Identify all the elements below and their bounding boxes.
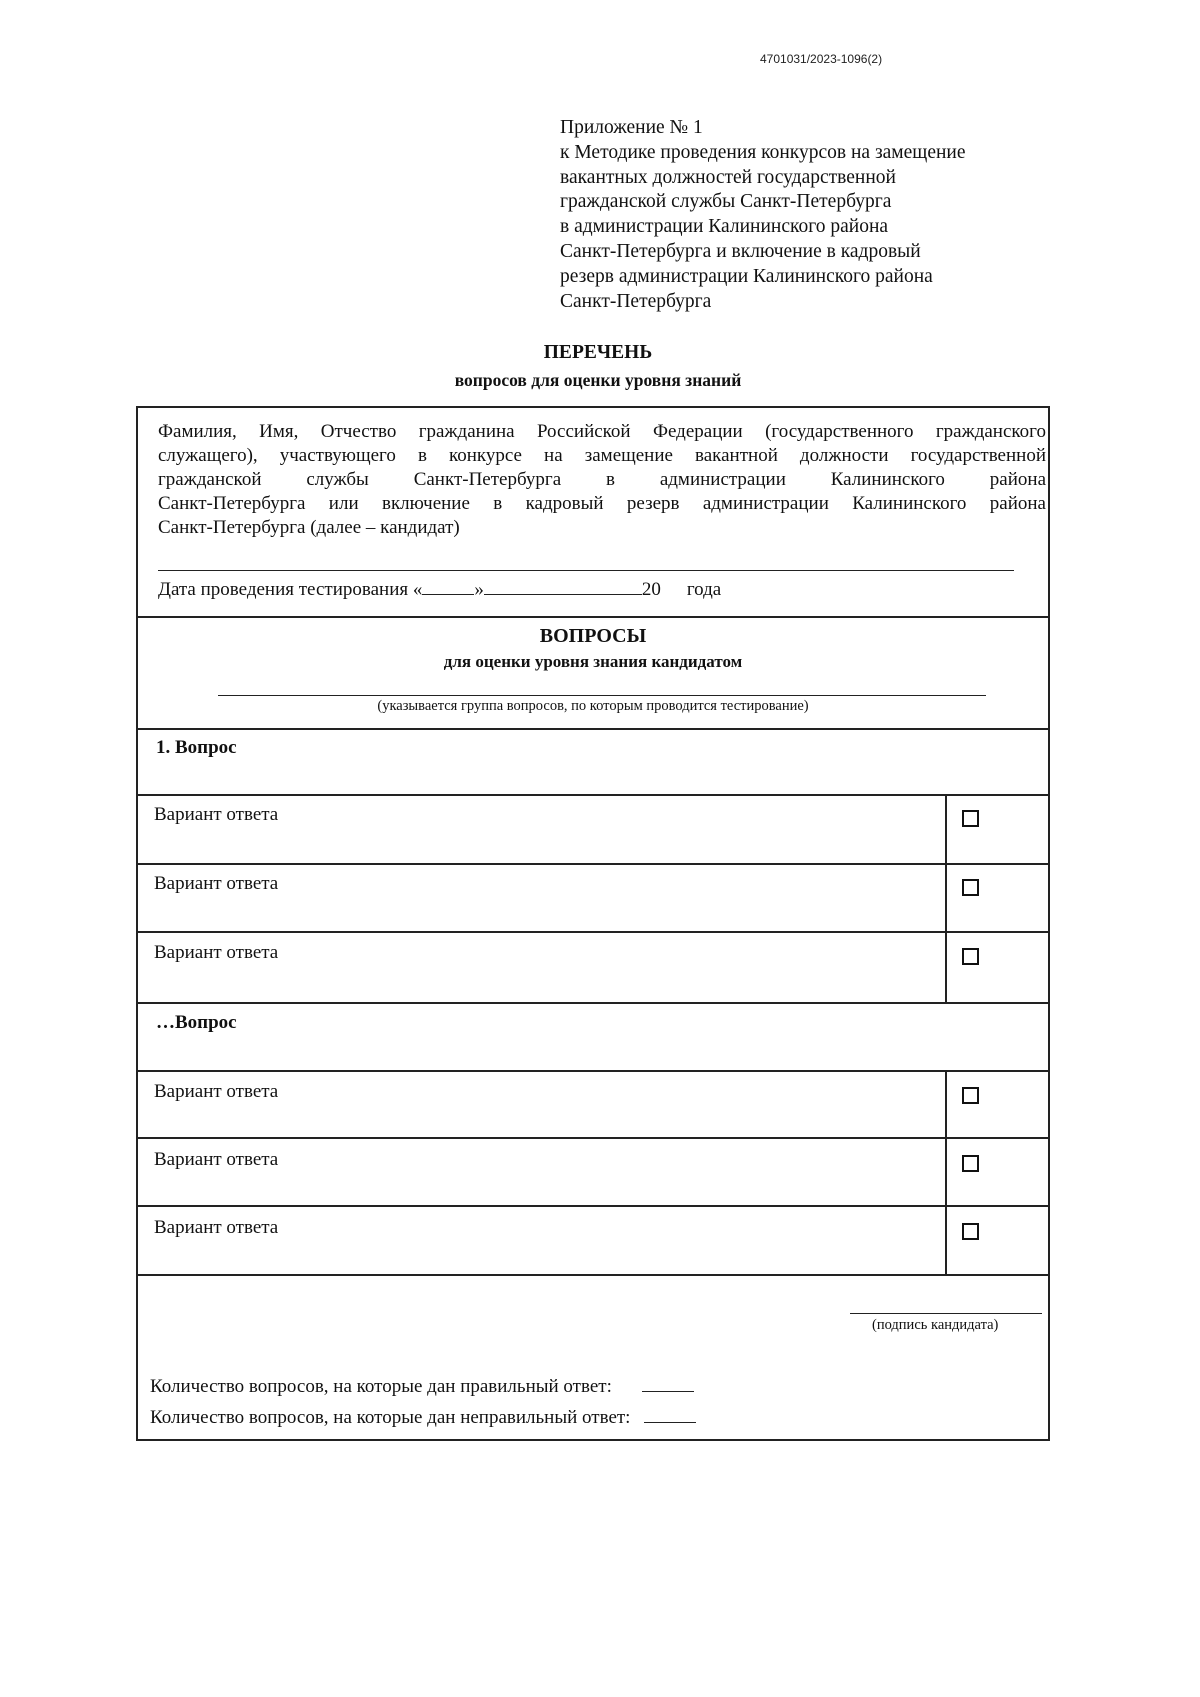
divider — [136, 931, 1050, 933]
appendix-line: гражданской службы Санкт-Петербурга — [560, 191, 892, 213]
divider — [136, 794, 1050, 796]
answer-checkbox[interactable] — [962, 879, 979, 896]
answer-checkbox[interactable] — [962, 948, 979, 965]
checkbox-column-divider — [945, 1070, 947, 1275]
appendix-line: Санкт-Петербурга и включение в кадровый — [560, 240, 921, 262]
document-number: 4701031/2023-1096(2) — [760, 52, 883, 66]
correct-count-field[interactable] — [642, 1375, 694, 1392]
incorrect-count-label: Количество вопросов, на которые дан неправильный ответ: — [150, 1407, 631, 1428]
divider — [136, 1002, 1050, 1004]
appendix-line: вакантных должностей государственной — [560, 166, 896, 188]
test-form — [136, 406, 1050, 1441]
correct-count-row — [150, 1375, 694, 1398]
form-border-bottom — [136, 1439, 1050, 1441]
answer-option: Вариант ответа — [154, 804, 279, 825]
divider — [136, 616, 1050, 618]
divider — [136, 728, 1050, 730]
divider — [136, 1137, 1050, 1139]
answer-checkbox[interactable] — [962, 810, 979, 827]
divider — [136, 1070, 1050, 1072]
question-1-label: 1. Вопрос — [156, 737, 237, 758]
document-title: ПЕРЕЧЕНЬ — [543, 342, 653, 363]
answer-option: Вариант ответа — [154, 1149, 279, 1170]
question-group-line[interactable] — [218, 695, 986, 696]
candidate-text-line: Санкт-Петербурга (далее – кандидат) — [158, 517, 460, 538]
answer-checkbox[interactable] — [962, 1087, 979, 1104]
answer-option: Вариант ответа — [154, 1217, 279, 1238]
test-date-quote: » — [474, 579, 484, 600]
appendix-line: Санкт-Петербурга — [560, 290, 712, 312]
form-border-right — [1048, 406, 1050, 1441]
answer-option: Вариант ответа — [154, 1081, 279, 1102]
answer-option: Вариант ответа — [154, 942, 279, 963]
questions-title: ВОПРОСЫ — [539, 625, 647, 647]
answer-checkbox[interactable] — [962, 1223, 979, 1240]
answer-checkbox[interactable] — [962, 1155, 979, 1172]
divider — [136, 1205, 1050, 1207]
form-border-top — [136, 406, 1050, 408]
incorrect-count-row — [150, 1406, 696, 1429]
candidate-text-line: Санкт-Петербурга или включение в кадровый резерв администрации Калининского района — [158, 493, 1046, 514]
divider — [136, 863, 1050, 865]
test-date-row — [158, 578, 721, 601]
candidate-text-line: служащего), участвующего в конкурсе на замещение вакантной должности государственной — [158, 445, 1046, 466]
answer-option: Вариант ответа — [154, 873, 279, 894]
signature-caption: (подпись кандидата) — [872, 1317, 999, 1333]
appendix-header — [560, 116, 1080, 314]
test-date-day-field[interactable] — [422, 578, 474, 595]
appendix-line: к Методике проведения конкурсов на замещение — [560, 141, 966, 163]
incorrect-count-field[interactable] — [644, 1406, 696, 1423]
appendix-line: в администрации Калининского района — [560, 216, 889, 238]
candidate-text-line: Фамилия, Имя, Отчество гражданина Российской Федерации (государственного гражданского — [158, 421, 1046, 442]
appendix-line: резерв администрации Калининского района — [560, 265, 933, 287]
candidate-text-line: гражданской службы Санкт-Петербурга в администрации Калининского района — [158, 469, 1046, 490]
correct-count-label: Количество вопросов, на которые дан правильный ответ: — [150, 1376, 612, 1397]
test-date-suffix: года — [686, 579, 722, 600]
questions-subtitle: для оценки уровня знания кандидатом — [443, 652, 743, 671]
signature-line[interactable] — [850, 1313, 1042, 1314]
question-group-caption: (указывается группа вопросов, по которым проводится тестирование) — [377, 698, 809, 714]
divider — [136, 1274, 1050, 1276]
candidate-name-line[interactable] — [158, 570, 1014, 571]
form-border-left — [136, 406, 138, 1441]
test-date-label: Дата проведения тестирования « — [158, 579, 423, 600]
checkbox-column-divider — [945, 794, 947, 1003]
question-n-label: …Вопрос — [156, 1012, 237, 1033]
test-date-year: 20 — [641, 579, 661, 600]
appendix-line: Приложение № 1 — [560, 117, 703, 138]
document-subtitle: вопросов для оценки уровня знаний — [454, 370, 742, 390]
test-date-month-field[interactable] — [484, 578, 642, 595]
